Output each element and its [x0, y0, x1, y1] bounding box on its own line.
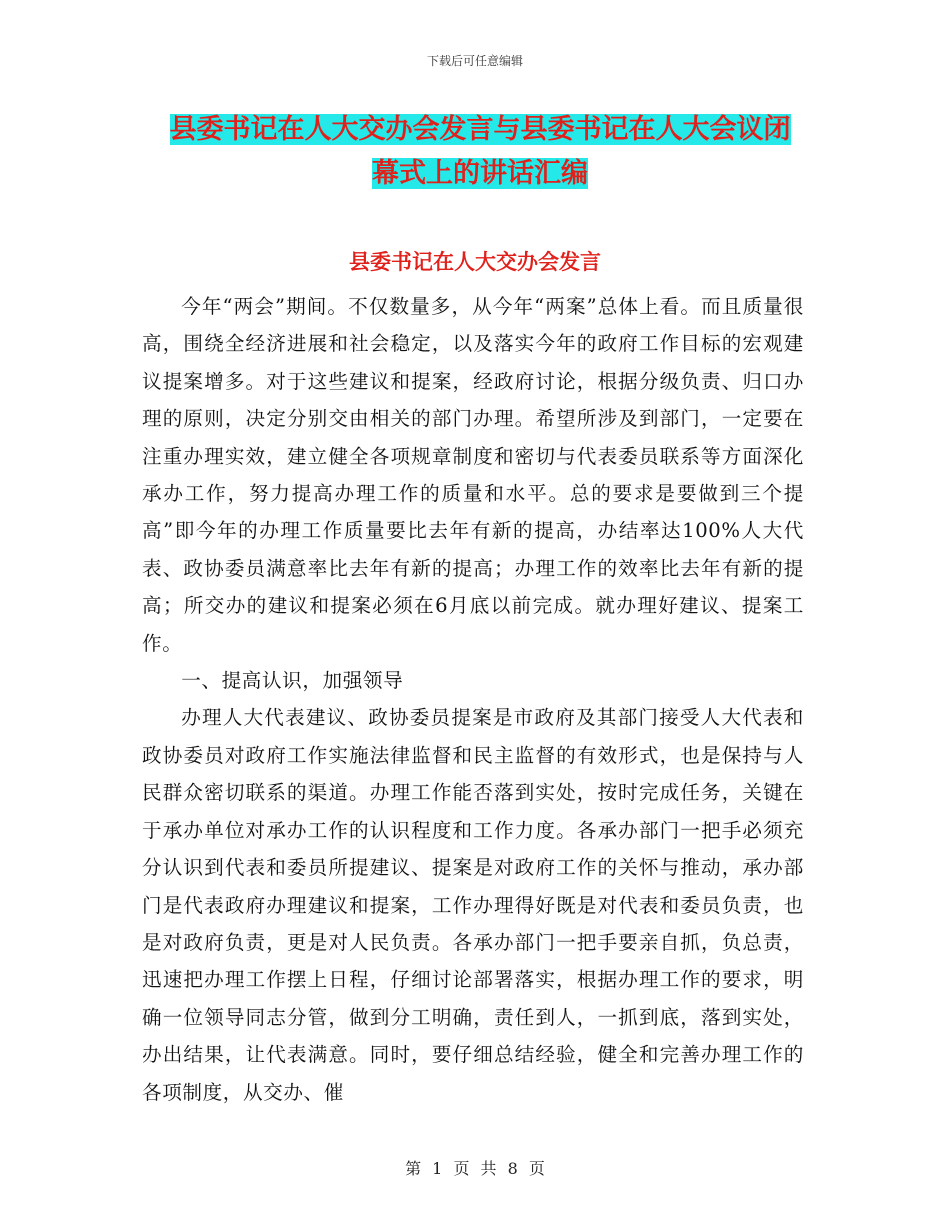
document-title-line-2: 幕式上的讲话汇编	[372, 158, 588, 189]
paragraph-heading-1: 一、提高认识，加强领导	[181, 669, 404, 693]
document-body	[142, 288, 804, 1111]
section-title: 县委书记在人大交办会发言	[349, 250, 601, 274]
paragraph-intro: 今年“两会”期间。不仅数量多，从今年“两案”总体上看。而且质量很高，围绕全经济进展和社会稳定，以及落实今年的政府工作目标的宏观建议提案增多。对于这些建议和提案，经政府讨论，根据分级负责、归口办理的原则，决定分别交由相关的部门办理。希望所涉及到部门，一定要在注重办理实效，建立健全各项规章制度和密切与代表委员联系等方面深化承办工作，努力提高办理工作的质量和水平。总的要求是要做到三个提高”即今年的办理工作质量要比去年有新的提高，办结率达100%人大代表、政协委员满意率比去年有新的提高；办理工作的效率比去年有新的提高；所交办的建议和提案必须在6月底以前完成。就办理好建议、提案工作。	[142, 295, 804, 655]
paragraph-body-1: 办理人大代表建议、政协委员提案是市政府及其部门接受人大代表和政协委员对政府工作实施法律监督和民主监督的有效形式，也是保持与人民群众密切联系的渠道。办理工作能否落到实处，按时完成任务，关键在于承办单位对承办工作的认识程度和工作力度。各承办部门一把手必须充分认识到代表和委员所提建议、提案是对政府工作的关怀与推动，承办部门是代表政府办理建议和提案，工作办理得好既是对代表和委员负责，也是对政府负责，更是对人民负责。各承办部门一把手要亲自抓，负总责，迅速把办理工作摆上日程，仔细讨论部署落实，根据办理工作的要求，明确一位领导同志分管，做到分工明确，责任到人，一抓到底，落到实处，办出结果，让代表满意。同时，要仔细总结经验，健全和完善办理工作的各项制度，从交办、催	[142, 706, 804, 1104]
document-title-line-1: 县委书记在人大交办会发言与县委书记在人大会议闭	[169, 114, 791, 145]
page-number-footer: 第 1 页 共 8 页	[405, 1159, 545, 1178]
header-note: 下载后可任意编辑	[426, 54, 523, 68]
document-title	[140, 108, 820, 196]
